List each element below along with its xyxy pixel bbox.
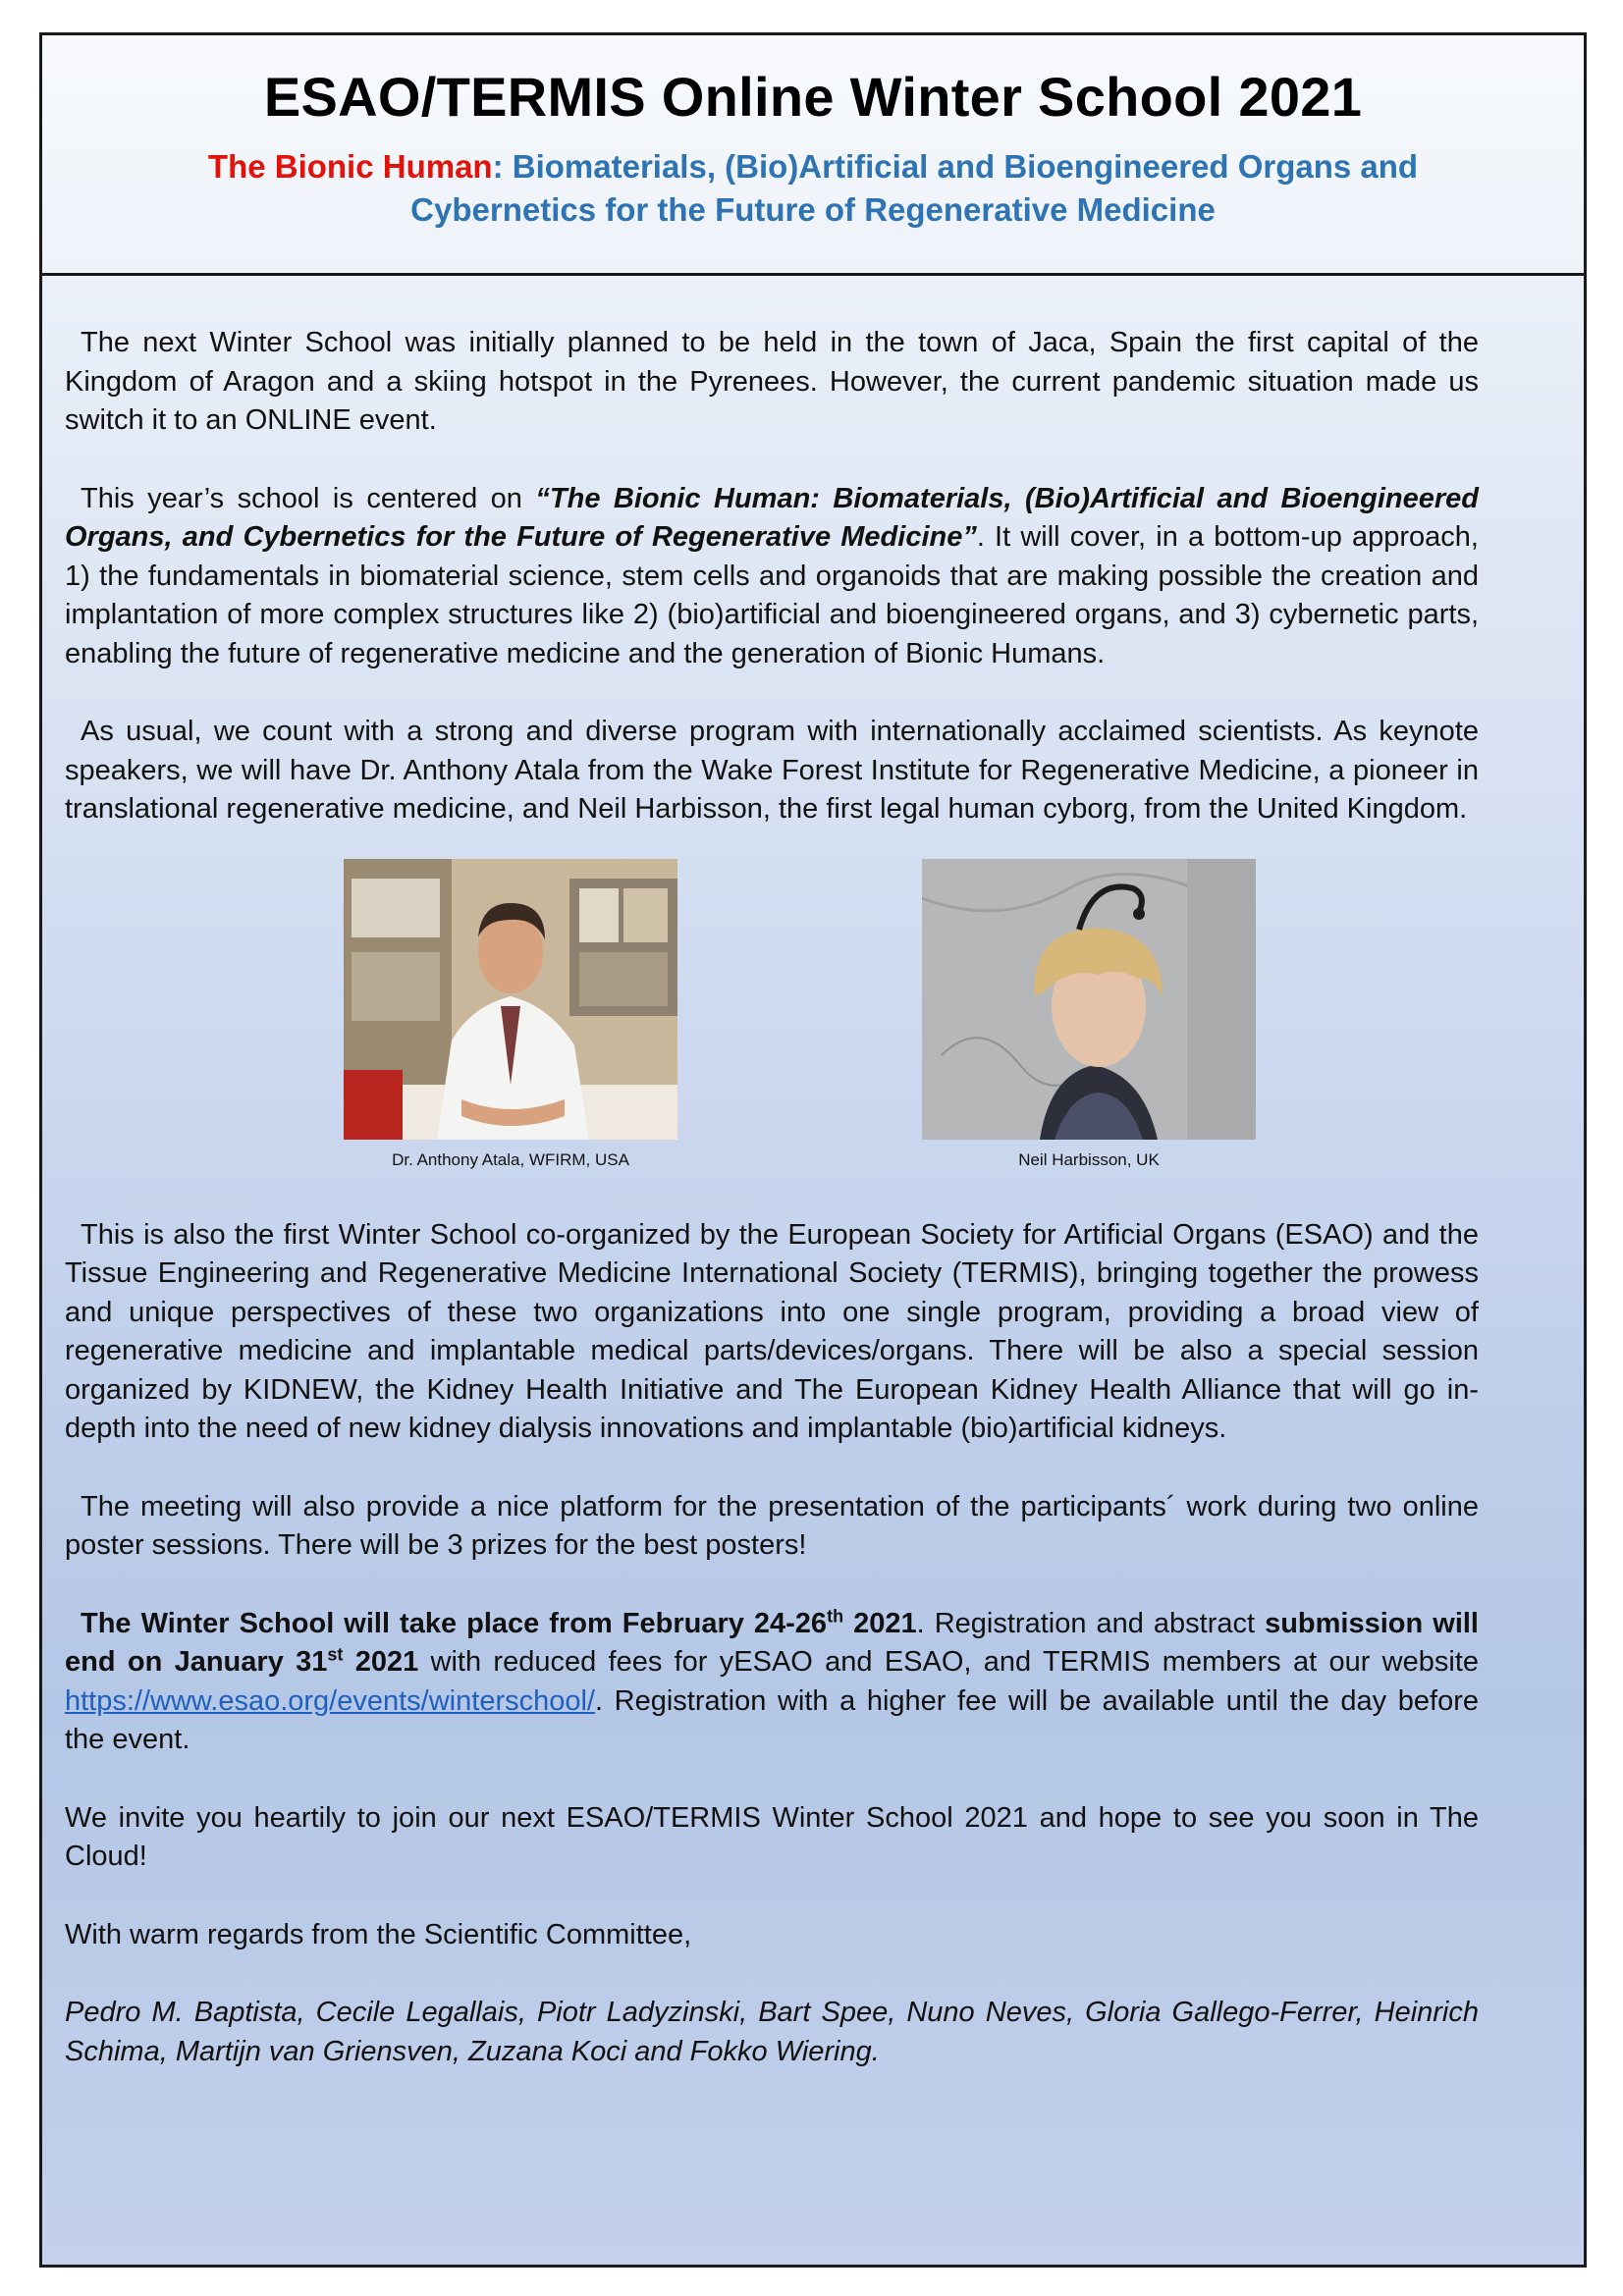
paragraph-theme (65, 480, 1479, 674)
paragraph-regards: With warm regards from the Scientific Committee, (65, 1918, 692, 1950)
registration-text: . Registration and abstract (916, 1607, 1266, 1639)
paragraph-coorganized: This is also the first Winter School co-organized by the European Society for Artificial Organs (ESAO) and the Tissue Engineering and Regenerative Medicine International Society (TERMIS), bringing together the prowess and unique perspectives of these two organizations into one single program, providing a broad view of regenerative medicine and implantable medical parts/devices/organs. There will be also a special session organized by KIDNEW, the Kidney Health Initiative and The European Kidney Health Alliance that will go in-depth into the need of new kidney dialysis innovations and implantable (bio)artificial kidneys. (65, 1218, 1479, 1444)
harbisson-photo-image (922, 859, 1256, 1140)
photo-atala (344, 859, 677, 1171)
atala-photo-image (344, 859, 677, 1140)
website-link[interactable]: https://www.esao.org/events/winterschool/ (65, 1684, 595, 1717)
paragraph-intro: The next Winter School was initially planned to be held in the town of Jaca, Spain the first capital of the Kingdom of Aragon and a skiing hotspot in the Pyrenees. However, the current pandemic situation made us switch it to an ONLINE event. (65, 327, 1479, 436)
paragraph-posters: The meeting will also provide a nice platform for the presentation of the participants´ work during two online poster sessions. There will be 3 prizes for the best posters! (65, 1490, 1479, 1561)
page-subtitle (175, 145, 1451, 232)
fees-text: with reduced fees for yESAO and ESAO, and TERMIS members at our website (418, 1646, 1479, 1678)
late-registration-text: . Registration with a higher fee will be available until the day before the event. (65, 1684, 1479, 1755)
header-box (42, 35, 1584, 276)
deadline-suffix: st (327, 1644, 344, 1665)
subtitle-rest: : Biomaterials, (Bio)Artificial and Bioengineered Organs and Cybernetics for the Future of Regenerative Medicine (410, 148, 1419, 228)
dates-text: The Winter School will take place from February 24-26 (81, 1607, 828, 1639)
dates-suffix: th (827, 1605, 844, 1626)
committee-names: Pedro M. Baptista, Cecile Legallais, Piotr Ladyzinski, Bart Spee, Nuno Neves, Gloria Gallego-Ferrer, Heinrich Schima, Martijn van Griensven, Zuzana Koci and Fokko Wiering. (65, 1997, 1479, 2067)
photo-caption-atala: Dr. Anthony Atala, WFIRM, USA (392, 1149, 629, 1169)
photo-caption-harbisson: Neil Harbisson, UK (1018, 1149, 1160, 1169)
paragraph-theme-lead: This year’s school is centered on (81, 482, 536, 514)
body-text (65, 324, 1479, 2110)
paragraph-speakers: As usual, we count with a strong and diverse program with internationally acclaimed scientists. As keynote speakers, we will have Dr. Anthony Atala from the Wake Forest Institute for Regenerative Medicine, a pioneer in translational regenerative medicine, and Neil Harbisson, the first legal human cyborg, from the United Kingdom. (65, 716, 1479, 825)
dates-year: 2021 (843, 1607, 917, 1639)
speaker-photos (65, 859, 1479, 1193)
deadline-text: submission will end on January 31 (65, 1607, 1479, 1678)
photo-harbisson (922, 859, 1256, 1171)
paragraph-registration (65, 1605, 1479, 1760)
page-title: ESAO/TERMIS Online Winter School 2021 (263, 66, 1363, 128)
deadline-year: 2021 (343, 1646, 419, 1678)
subtitle-highlight: The Bionic Human (207, 148, 493, 185)
paragraph-invite: We invite you heartily to join our next ESAO/TERMIS Winter School 2021 and hope to see you soon in The Cloud! (65, 1801, 1479, 1872)
paragraph-theme-quote: “The Bionic Human: Biomaterials, (Bio)Artificial and Bioengineered Organs, and Cybernetics for the Future of Regenerative Medicine” (65, 482, 1479, 553)
paragraph-theme-rest: . It will cover, in a bottom-up approach, 1) the fundamentals in biomaterial science, stem cells and organoids that are making possible the creation and implantation of more complex structures like 2) (bio)artificial and bioengineered organs, and 3) cybernetic parts, enabling the future of regenerative medicine and the generation of Bionic Humans. (65, 521, 1479, 669)
